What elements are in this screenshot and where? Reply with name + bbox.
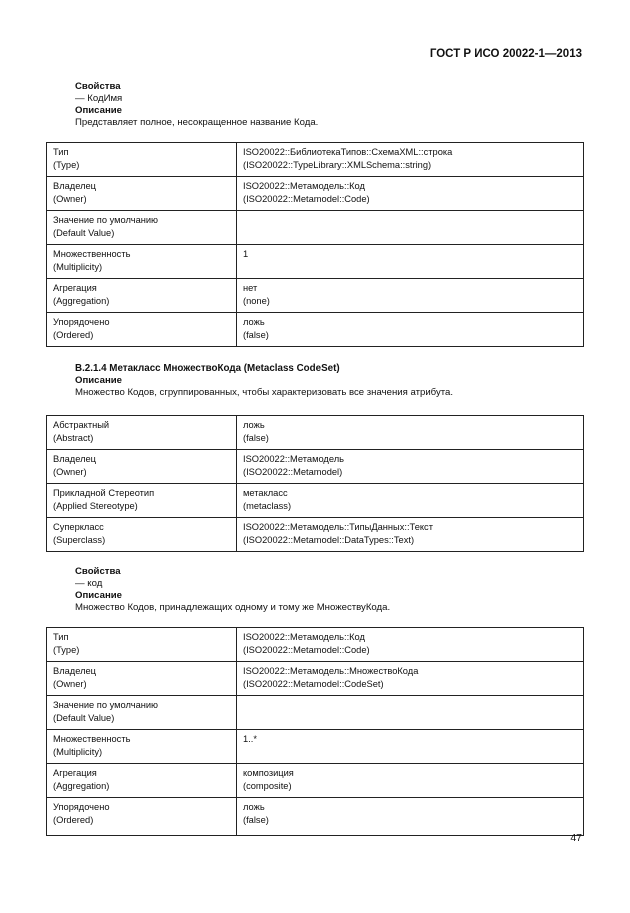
table-cell-value: нет (none) [237,279,584,313]
table-cell-value: ISO20022::Метамодель (ISO20022::Metamodel) [237,450,584,484]
section1-intro [75,81,583,129]
table-cell-name: Тип (Type) [47,143,237,177]
table-cell-name: Владелец (Owner) [47,177,237,211]
properties-label: Свойства [75,81,121,92]
table-cell-value [237,211,584,245]
table-row [47,279,584,313]
table-row [47,696,584,730]
table-row [47,211,584,245]
table-cell-name: Значение по умолчанию (Default Value) [47,211,237,245]
table-cell-value: композиция (composite) [237,764,584,798]
table-row [47,416,584,450]
section2-intro [75,363,583,399]
table-row [47,245,584,279]
table-cell-name: Множественность (Multiplicity) [47,245,237,279]
description-text: Представляет полное, несокращенное название Кода. [75,117,319,128]
description-label: Описание [75,590,122,601]
table-row [47,177,584,211]
table-cell-value: метакласс (metaclass) [237,484,584,518]
section3-intro [75,566,583,614]
description-text: Множество Кодов, принадлежащих одному и тому же МножествуКода. [75,602,391,613]
table-row [47,484,584,518]
table-cell-value: ложь (false) [237,313,584,347]
table-cell-value: ложь (false) [237,416,584,450]
table-row [47,730,584,764]
table-cell-name: Упорядочено (Ordered) [47,313,237,347]
table-cell-value: ISO20022::Метамодель::МножествоКода (ISO20022::Metamodel::CodeSet) [237,662,584,696]
page-number: 47 [570,832,582,844]
table-cell-value: ISO20022::Метамодель::Код (ISO20022::Metamodel::Code) [237,177,584,211]
table-cell-value [237,696,584,730]
properties-label: Свойства [75,566,121,577]
table-cell-name: Значение по умолчанию (Default Value) [47,696,237,730]
table-cell-name: Агрегация (Aggregation) [47,764,237,798]
table-cell-name: Суперкласс (Superclass) [47,518,237,552]
document-header: ГОСТ Р ИСО 20022-1—2013 [429,48,582,60]
table-row [47,143,584,177]
table-cell-name: Множественность (Multiplicity) [47,730,237,764]
properties-value: — код [75,578,103,589]
description-label: Описание [75,375,122,386]
section-heading: B.2.1.4 Метакласс МножествоКода (Metaclass CodeSet) [75,363,340,374]
section1-properties-table [46,142,584,347]
table-row [47,628,584,662]
table-row [47,450,584,484]
table-cell-name: Агрегация (Aggregation) [47,279,237,313]
table-cell-value: ложь (false) [237,798,584,836]
section2-properties-table [46,415,584,552]
table-cell-name: Тип (Type) [47,628,237,662]
table-row [47,313,584,347]
table-row [47,798,584,836]
table-cell-name: Абстрактный (Abstract) [47,416,237,450]
table-cell-name: Прикладной Стереотип (Applied Stereotype) [47,484,237,518]
description-text: Множество Кодов, сгруппированных, чтобы характеризовать все значения атрибута. [75,387,454,398]
table-cell-name: Владелец (Owner) [47,450,237,484]
table-cell-value: ISO20022::Метамодель::ТипыДанных::Текст (ISO20022::Metamodel::DataTypes::Text) [237,518,584,552]
section3-properties-table [46,627,584,836]
table-cell-name: Упорядочено (Ordered) [47,798,237,836]
table-cell-value: 1 [237,245,584,279]
table-row [47,764,584,798]
table-row [47,518,584,552]
table-row [47,662,584,696]
description-label: Описание [75,105,122,116]
properties-value: — КодИмя [75,93,123,104]
table-cell-value: ISO20022::Метамодель::Код (ISO20022::Metamodel::Code) [237,628,584,662]
table-cell-value: 1..* [237,730,584,764]
table-cell-name: Владелец (Owner) [47,662,237,696]
table-cell-value: ISO20022::БиблиотекаТипов::СхемаXML::строка (ISO20022::TypeLibrary::XMLSchema::string) [237,143,584,177]
